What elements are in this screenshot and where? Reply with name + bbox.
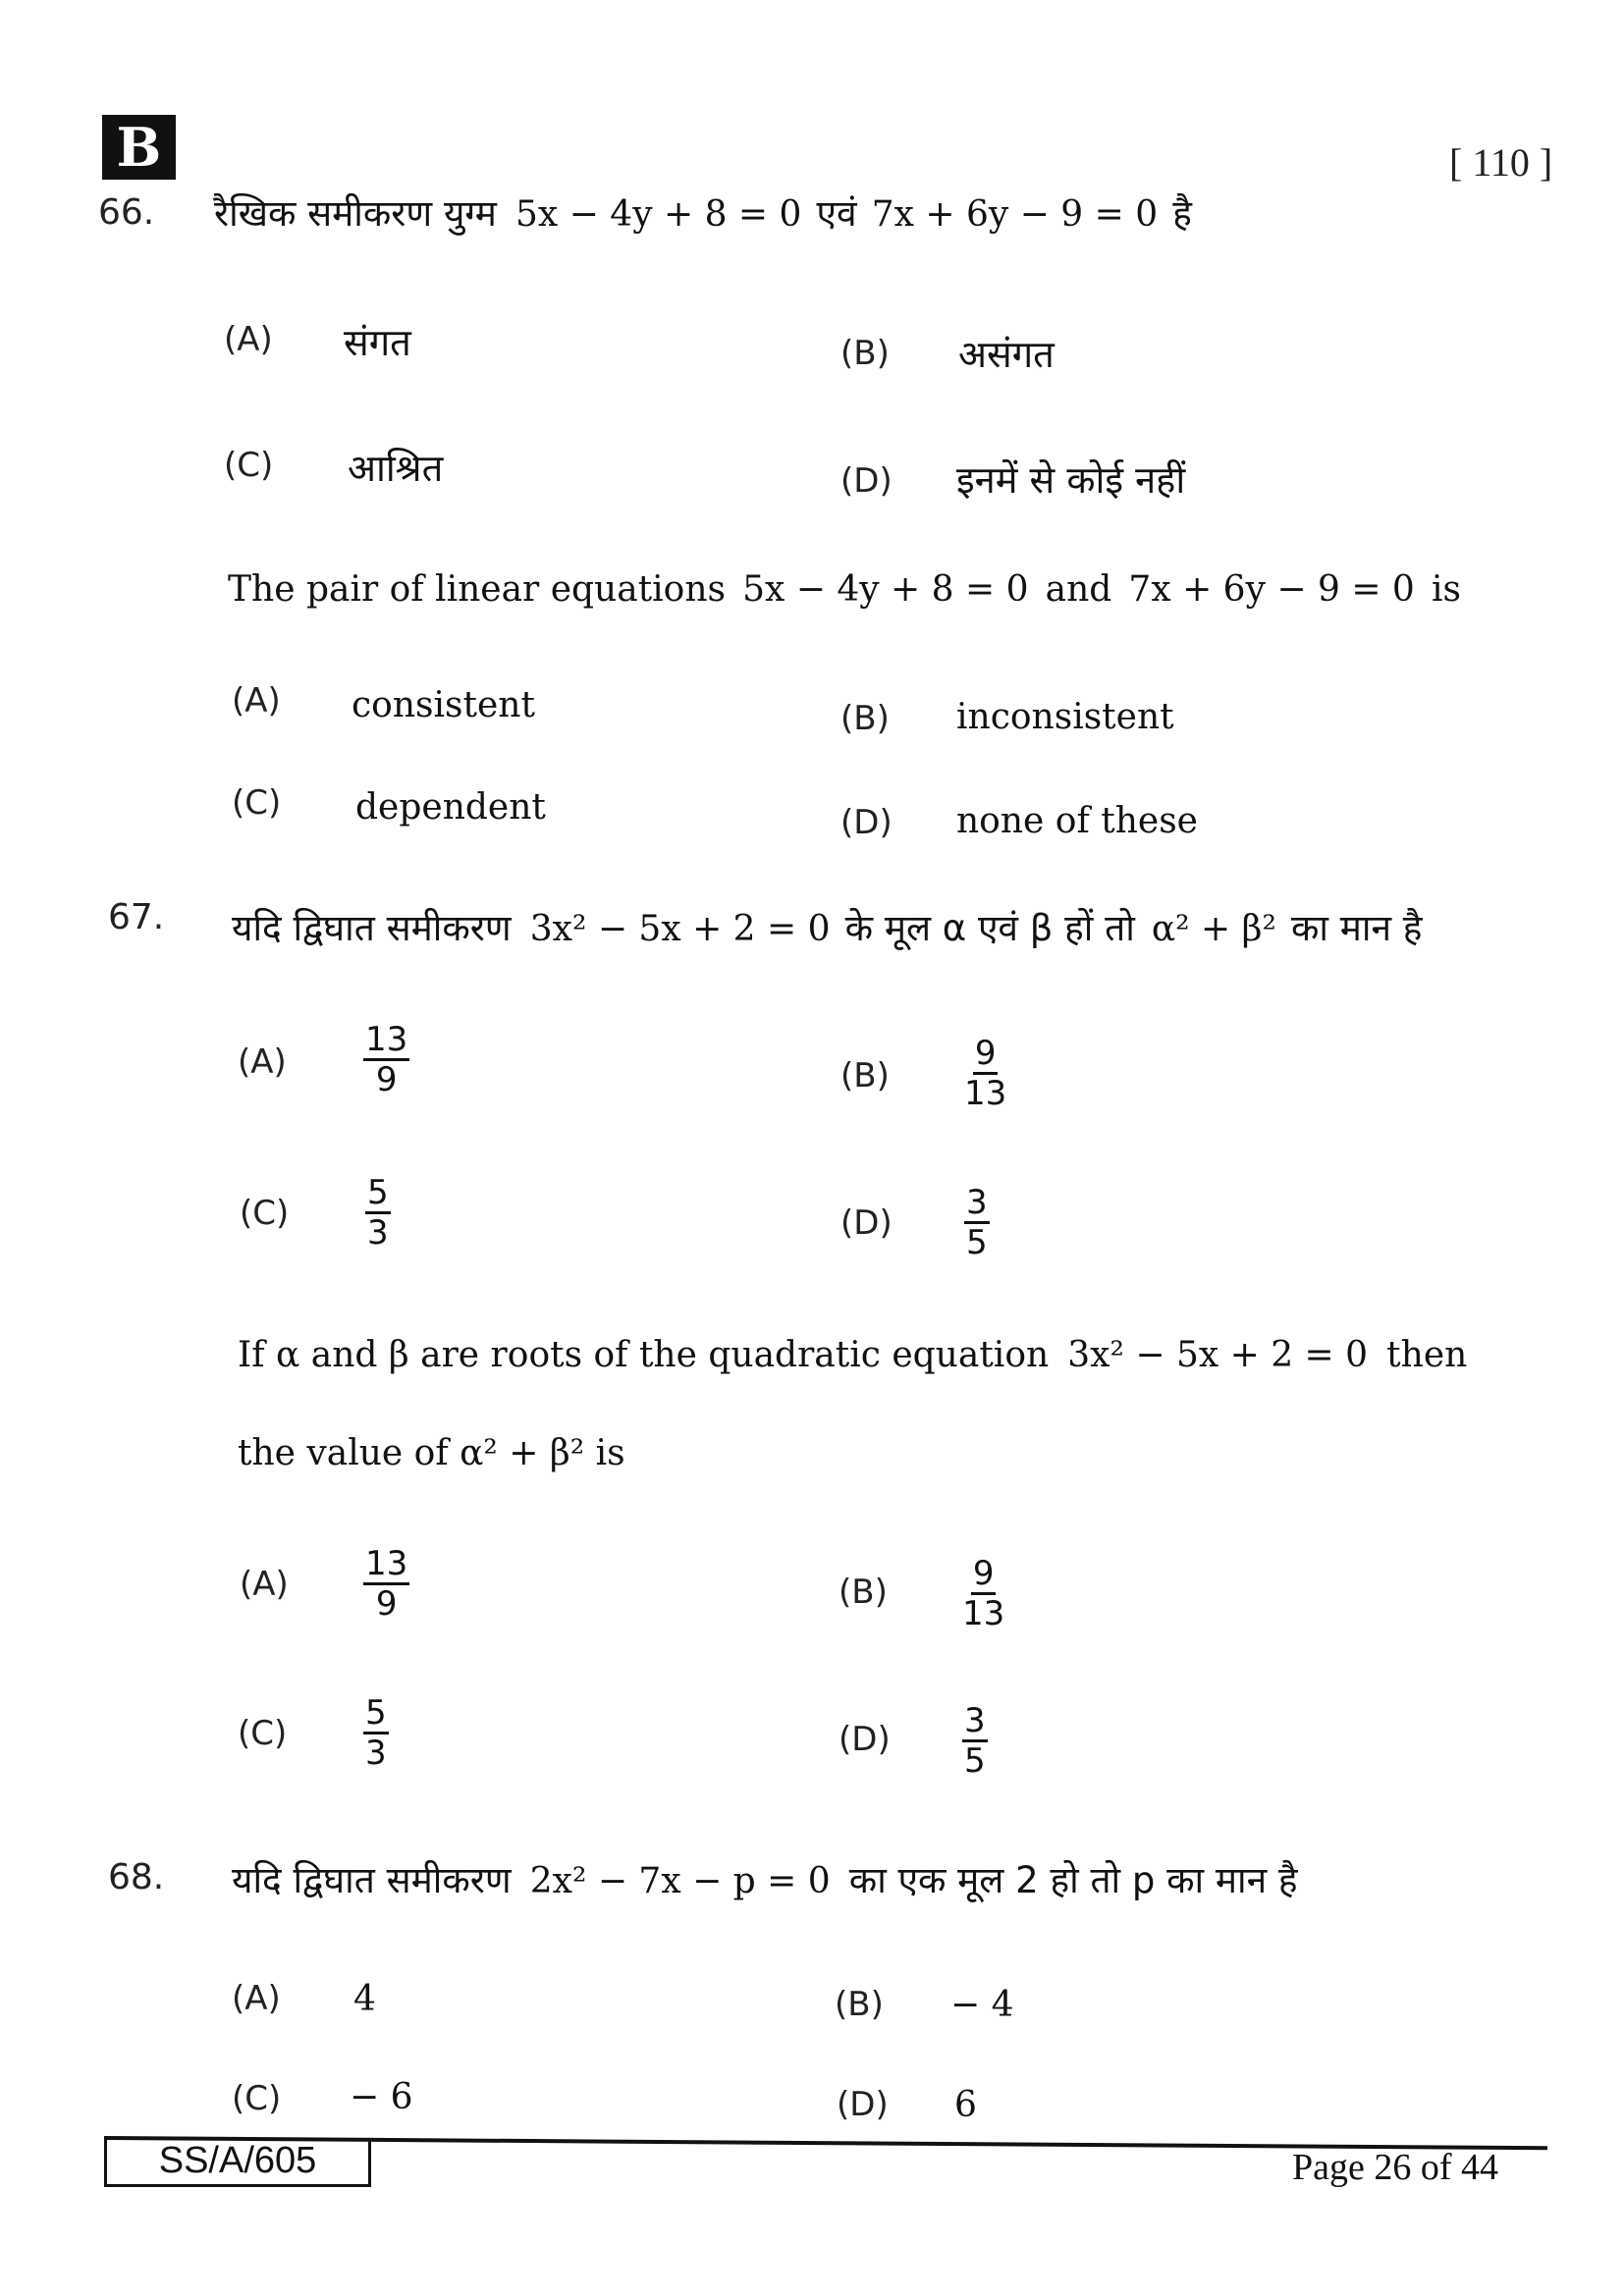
page-code: [ 110 ] (1449, 140, 1553, 185)
equation: 3x² − 5x + 2 = 0 (529, 909, 831, 949)
expression: α² + β² (1151, 909, 1276, 949)
paper-code: SS/A/605 (104, 2138, 371, 2187)
question-number: 68. (108, 1857, 165, 1897)
question-number: 66. (98, 192, 155, 233)
question-number: 67. (108, 897, 165, 937)
fraction: $\frac{13}{9}$ (365, 1020, 408, 1099)
page-number: Page 26 of 44 (1292, 2147, 1499, 2188)
fraction: $\frac{5}{3}$ (365, 1693, 387, 1773)
equation: 3x² − 5x + 2 = 0 (1067, 1335, 1369, 1375)
equation: 5x − 4y + 8 = 0 (515, 194, 802, 235)
question-text-hindi: यदि द्विघात समीकरण 2x² − 7x − p = 0 का एक मूल 2 हो तो p का मान है (232, 1859, 1298, 1901)
fraction: $\frac{9}{13}$ (962, 1554, 1005, 1633)
fraction: $\frac{3}{5}$ (964, 1701, 986, 1781)
fraction: $\frac{5}{3}$ (367, 1173, 389, 1253)
equation: 7x + 6y − 9 = 0 (871, 194, 1159, 235)
fraction: $\frac{9}{13}$ (964, 1034, 1007, 1113)
fraction: $\frac{3}{5}$ (966, 1183, 988, 1262)
equation: 5x − 4y + 8 = 0 (742, 569, 1029, 610)
fraction: $\frac{13}{9}$ (365, 1544, 408, 1624)
question-text-english: The pair of linear equations 5x − 4y + 8 = 0 and 7x + 6y − 9 = 0 is (228, 569, 1461, 610)
question-text-english: If α and β are roots of the quadratic equation 3x² − 5x + 2 = 0 then (238, 1335, 1468, 1375)
equation: 7x + 6y − 9 = 0 (1128, 569, 1415, 610)
question-text-hindi: यदि द्विघात समीकरण 3x² − 5x + 2 = 0 के मूल α एवं β हों तो α² + β² का मान है (232, 907, 1423, 949)
question-text-hindi: रैखिक समीकरण युग्म 5x − 4y + 8 = 0 एवं 7x + 6y − 9 = 0 है (214, 192, 1192, 235)
set-badge: B (102, 115, 176, 180)
question-text-english-line2: the value of α² + β² is (238, 1433, 625, 1473)
equation: 2x² − 7x − p = 0 (529, 1861, 831, 1901)
